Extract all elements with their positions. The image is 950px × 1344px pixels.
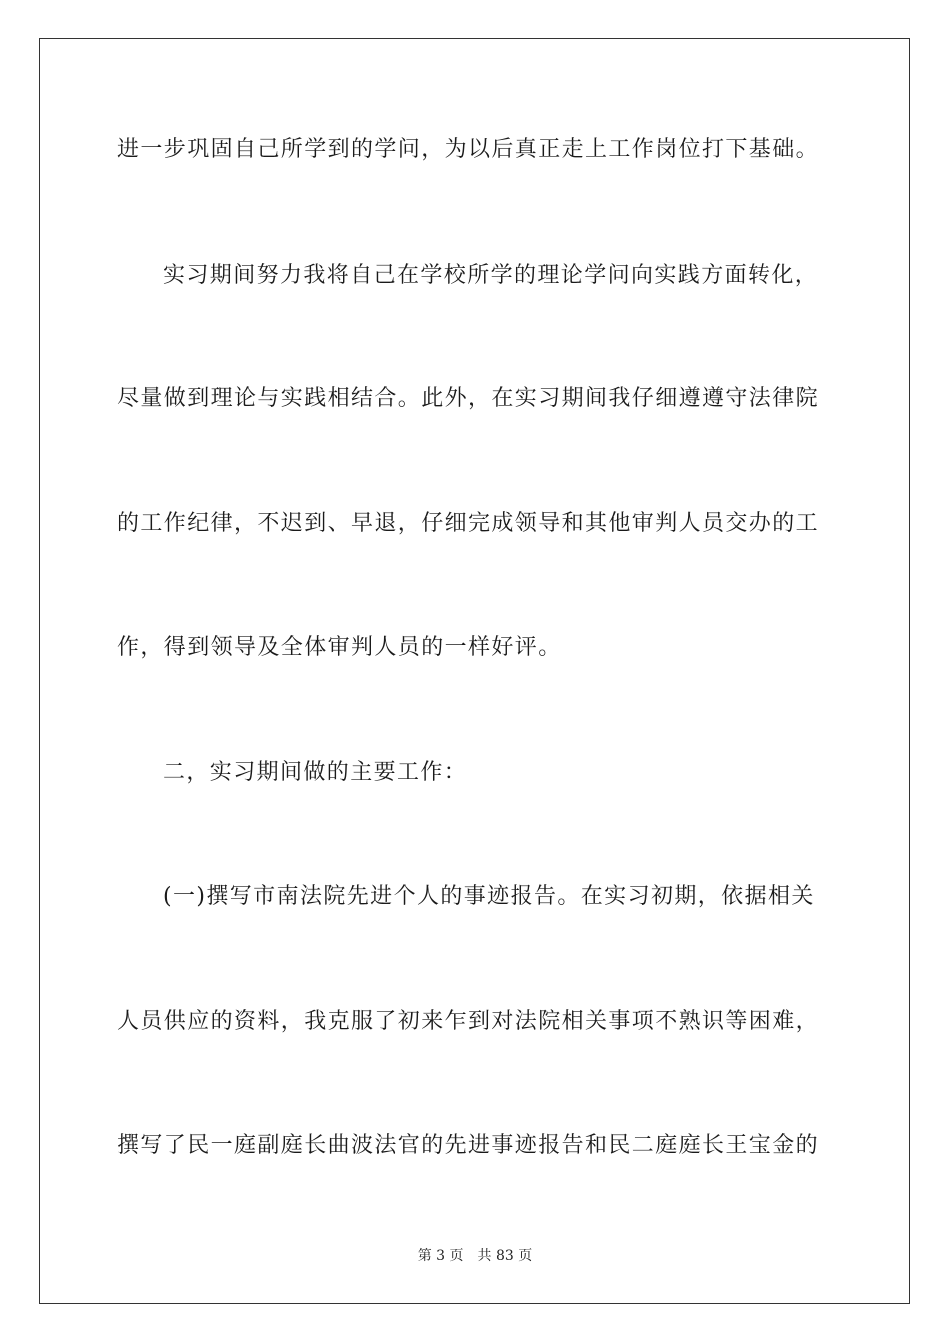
page-footer <box>0 1247 950 1265</box>
page-border <box>39 38 910 1304</box>
page-number: 第 3 页 <box>417 1248 464 1264</box>
body-text-line: 作，得到领导及全体审判人员的一样好评。 <box>117 635 562 660</box>
body-text-line: (一)撰写市南法院先进个人的事迹报告。在实习初期，依据相关 <box>163 884 815 909</box>
body-text-line: 人员供应的资料，我克服了初来乍到对法院相关事项不熟识等困难， <box>117 1009 820 1034</box>
body-text-line: 进一步巩固自己所学到的学问，为以后真正走上工作岗位打下基础。 <box>117 137 820 162</box>
body-text-line: 的工作纪律，不迟到、早退，仔细完成领导和其他审判人员交办的工 <box>117 511 820 536</box>
body-text-line: 尽量做到理论与实践相结合。此外，在实习期间我仔细遵遵守法律院 <box>117 386 820 411</box>
body-text-line: 撰写了民一庭副庭长曲波法官的先进事迹报告和民二庭庭长王宝金的 <box>117 1133 820 1158</box>
section-heading: 二，实习期间做的主要工作： <box>163 760 468 785</box>
total-pages: 共 83 页 <box>477 1248 533 1264</box>
body-text-line: 实习期间努力我将自己在学校所学的理论学问向实践方面转化， <box>163 263 819 288</box>
